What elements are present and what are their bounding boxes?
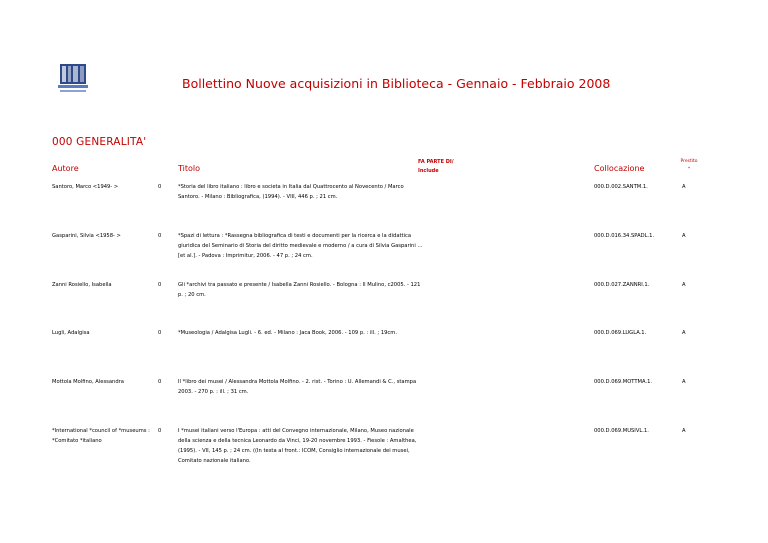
row-titolo: *Museologia / Adalgisa Lugli. - 6. ed. - Milano : Jaca Book, 2006. - 109 p. : ill. ; 19cm. — [178, 330, 397, 336]
row-zero: 0 — [158, 282, 162, 288]
row-titolo: Gli *archivi tra passato e presente / Isabella Zanni Rosiello. - Bologna : Il Mulino, c2005. - 121 p. ; 20 cm. — [178, 282, 421, 298]
row-prestito: A — [682, 184, 686, 190]
row-collocazione: 000.D.069.MOTTMA.1. — [594, 379, 653, 385]
row-prestito: A — [682, 233, 686, 239]
column-header-fa-parte-di-line2: Include — [418, 168, 439, 174]
column-header-fa-parte-di-line1: FA PARTE DI/ — [418, 159, 454, 165]
row-autore: *International *council of *museums : *Comitato *italiano — [52, 428, 150, 444]
row-prestito: A — [682, 428, 686, 434]
page-title: Bollettino Nuove acquisizioni in Biblioteca - Gennaio - Febbraio 2008 — [182, 76, 611, 91]
column-header-prestito — [678, 158, 700, 174]
row-zero: 0 — [158, 330, 162, 336]
library-logo — [52, 60, 92, 98]
row-autore: Santoro, Marco <1949- > — [52, 184, 119, 190]
column-header-titolo: Titolo — [178, 164, 201, 173]
row-prestito: A — [682, 330, 686, 336]
column-header-fa-parte-di — [418, 158, 454, 176]
row-autore: Zanni Rosiello, Isabella — [52, 282, 112, 288]
row-zero: 0 — [158, 233, 162, 239]
row-titolo: I *musei italiani verso l'Europa : atti del Convegno internazionale, Milano, Museo nazionale della scienza e della tecnica Leonardo da Vinci, 19-20 novembre 1993. - Fiesole : Amalthea, (1995). - VII, 145 p. ; 24 cm. ((In testa al front.: ICOM, Consiglio internazionale dei musei, Comitato nazionale italiano. — [178, 428, 417, 464]
row-prestito: A — [682, 282, 686, 288]
column-header-collocazione: Collocazione — [594, 164, 645, 173]
row-collocazione: 000.D.016.34.SPADL.1. — [594, 233, 655, 239]
row-collocazione: 000.D.002.SANTM.1. — [594, 184, 648, 190]
row-zero: 0 — [158, 379, 162, 385]
column-header-autore: Autore — [52, 164, 79, 173]
column-header-prestito-line1: Prestito — [680, 159, 698, 164]
row-prestito: A — [682, 379, 686, 385]
row-titolo: Il *libro dei musei / Alessandra Mottola Molfino. - 2. rist. - Torino : U. Allemandi & C., stampa 2003. - 270 p. : ill. ; 31 cm. — [178, 379, 417, 395]
row-collocazione: 000.D.069.LUGLA.1. — [594, 330, 647, 336]
row-zero: 0 — [158, 428, 162, 434]
row-autore: Lugli, Adalgisa — [52, 330, 90, 336]
row-autore: Gasparini, Silvia <1958- > — [52, 233, 121, 239]
section-heading: 000 GENERALITA' — [52, 136, 147, 148]
column-header-prestito-line2: * — [687, 167, 691, 172]
row-titolo: *Storia del libro italiano : libro e societa in Italia dal Quattrocento al Novecento / Marco Santoro. - Milano : Bibliografica, (1994). - VIII, 446 p. ; 21 cm. — [178, 184, 404, 200]
row-collocazione: 000.D.069.MUSIVL.1. — [594, 428, 649, 434]
row-collocazione: 000.D.027.ZANNRI.1. — [594, 282, 650, 288]
row-autore: Mottola Molfino, Alessandra — [52, 379, 124, 385]
row-titolo: *Spazi di lettura : *Rassegna bibliografica di testi e documenti per la ricerca e la didattica giuridica del Seminario di Storia del diritto medievale e moderno / a cura di Silvia Gasparini ... [et al.]. - Padova : Imprimitur, 2006. - 47 p. ; 24 cm. — [178, 233, 423, 259]
row-zero: 0 — [158, 184, 162, 190]
